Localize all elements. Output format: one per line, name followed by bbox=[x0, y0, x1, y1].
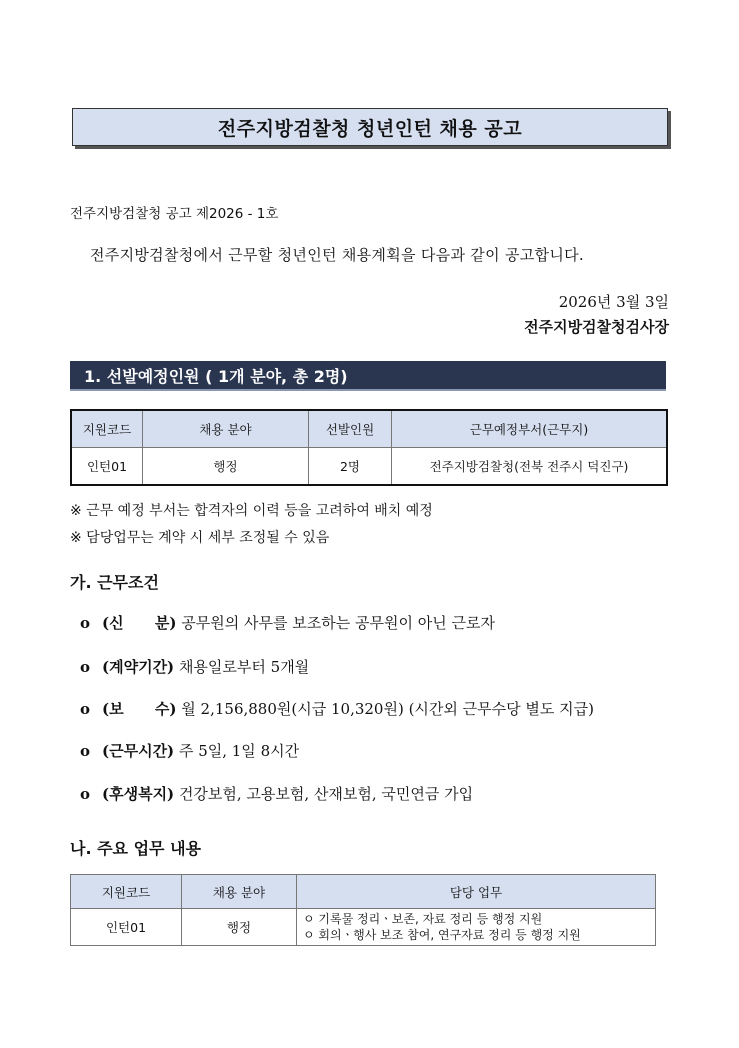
condition-item bbox=[80, 612, 495, 633]
table-header-row bbox=[71, 875, 656, 909]
duty-item: ㅇ 회의ㆍ행사 보조 참여, 연구자료 정리 등 행정 지원 bbox=[303, 928, 581, 942]
notice-date: 2026년 3월 3일 bbox=[558, 293, 669, 311]
table-cell: 행정 bbox=[182, 909, 297, 946]
table-header-row bbox=[71, 410, 667, 448]
condition-item bbox=[80, 783, 473, 804]
recruitment-table bbox=[70, 409, 668, 486]
condition-item bbox=[80, 698, 594, 719]
bullet: o bbox=[80, 742, 91, 760]
table-row bbox=[71, 909, 656, 946]
bullet: o bbox=[80, 614, 91, 632]
table-header: 지원코드 bbox=[71, 410, 143, 448]
condition-label: (후생복지) bbox=[102, 785, 175, 803]
condition-text: 건강보험, 고용보험, 산재보험, 국민연금 가입 bbox=[178, 785, 474, 803]
table-cell: 행정 bbox=[143, 448, 309, 486]
condition-text: 공무원의 사무를 보조하는 공무원이 아닌 근로자 bbox=[181, 614, 495, 632]
section1-header: 1. 선발예정인원 ( 1개 분야, 총 2명) bbox=[70, 361, 666, 391]
section-na-title: 나. 주요 업무 내용 bbox=[70, 839, 201, 858]
condition-text: 채용일로부터 5개월 bbox=[178, 658, 310, 676]
duty-item: ㅇ 기록물 정리ㆍ보존, 자료 정리 등 행정 지원 bbox=[303, 912, 543, 926]
condition-text: 월 2,156,880원(시급 10,320원) (시간외 근무수당 별도 지급) bbox=[181, 700, 594, 718]
page-title: 전주지방검찰청 청년인턴 채용 공고 bbox=[72, 108, 668, 146]
duties-cell bbox=[297, 909, 656, 946]
notice-number: 전주지방검찰청 공고 제2026 - 1호 bbox=[70, 206, 279, 222]
table-cell: 인턴01 bbox=[71, 909, 182, 946]
table-cell: 전주지방검찰청(전북 전주시 덕진구) bbox=[392, 448, 668, 486]
table-cell: 인턴01 bbox=[71, 448, 143, 486]
note-line: ※ 담당업무는 계약 시 세부 조정될 수 있음 bbox=[70, 530, 330, 546]
table-row bbox=[71, 448, 667, 486]
table-header: 근무예정부서(근무지) bbox=[392, 410, 668, 448]
table-header: 지원코드 bbox=[71, 875, 182, 909]
note-line: ※ 근무 예정 부서는 합격자의 이력 등을 고려하여 배치 예정 bbox=[70, 503, 433, 519]
table-cell: 2명 bbox=[309, 448, 392, 486]
table-header: 선발인원 bbox=[309, 410, 392, 448]
bullet: o bbox=[80, 658, 91, 676]
condition-label: (근무시간) bbox=[102, 742, 175, 760]
condition-label: (계약기간) bbox=[102, 658, 175, 676]
condition-item bbox=[80, 656, 309, 677]
issuer: 전주지방검찰청검사장 bbox=[524, 318, 669, 336]
duties-table bbox=[70, 874, 656, 946]
condition-item bbox=[80, 740, 299, 761]
bullet: o bbox=[80, 785, 91, 803]
table-header: 채용 분야 bbox=[143, 410, 309, 448]
table-header: 담당 업무 bbox=[297, 875, 656, 909]
section-ga-title: 가. 근무조건 bbox=[70, 573, 159, 592]
condition-label: (보 수) bbox=[102, 700, 177, 718]
condition-text: 주 5일, 1일 8시간 bbox=[178, 742, 300, 760]
condition-label: (신 분) bbox=[102, 614, 177, 632]
table-header: 채용 분야 bbox=[182, 875, 297, 909]
bullet: o bbox=[80, 700, 91, 718]
intro-text: 전주지방검찰청에서 근무할 청년인턴 채용계획을 다음과 같이 공고합니다. bbox=[90, 246, 584, 264]
